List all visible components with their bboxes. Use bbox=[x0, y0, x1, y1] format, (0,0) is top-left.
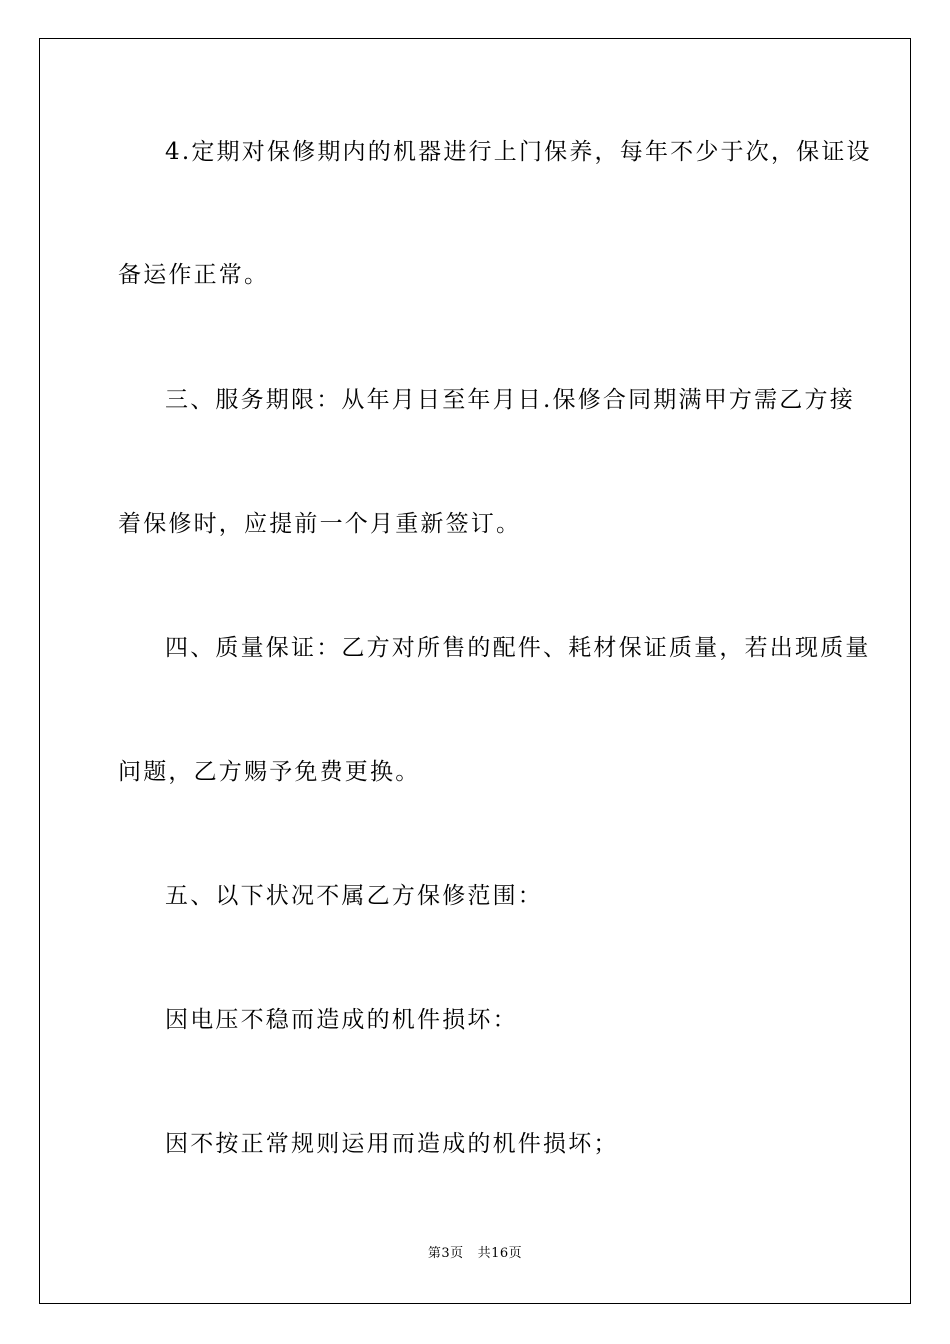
paragraph-line: 着保修时，应提前一个月重新签订。 bbox=[118, 511, 522, 537]
paragraph-line: 三、服务期限：从年月日至年月日.保修合同期满甲方需乙方接 bbox=[165, 387, 855, 413]
page-footer bbox=[0, 1245, 950, 1263]
page-border bbox=[39, 38, 911, 1304]
page-number: 第3页 bbox=[427, 1246, 464, 1261]
total-pages: 共16页 bbox=[477, 1246, 523, 1261]
paragraph-line: 四、质量保证：乙方对所售的配件、耗材保证质量，若出现质量 bbox=[165, 635, 871, 661]
paragraph-line: 因电压不稳而造成的机件损坏： bbox=[165, 1007, 518, 1033]
paragraph-line: 4.定期对保修期内的机器进行上门保养，每年不少于次，保证设 bbox=[165, 139, 872, 165]
paragraph-line: 备运作正常。 bbox=[118, 262, 270, 288]
paragraph-line: 问题，乙方赐予免费更换。 bbox=[118, 759, 421, 785]
paragraph-line: 因不按正常规则运用而造成的机件损坏； bbox=[165, 1131, 619, 1157]
paragraph-line: 五、以下状况不属乙方保修范围： bbox=[165, 883, 543, 909]
